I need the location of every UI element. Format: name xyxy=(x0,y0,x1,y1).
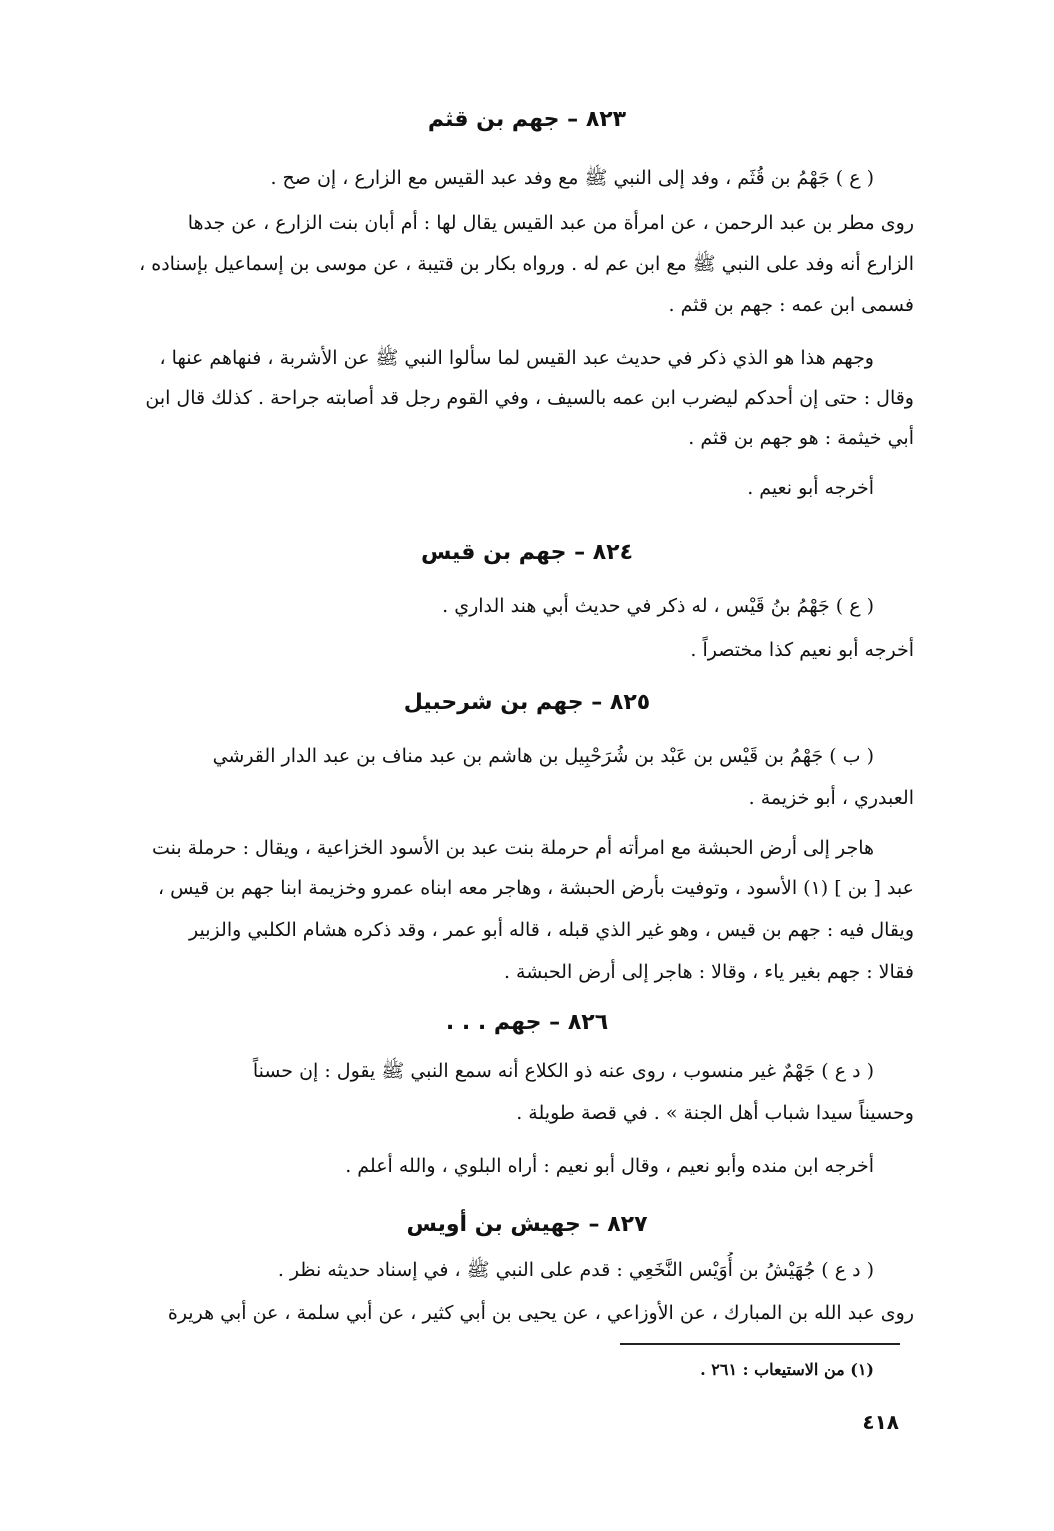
footnote: (١) من الاستيعاب : ٢٦١ . xyxy=(700,1360,874,1379)
text-line: عبد [ بن ] (١) الأسود ، وتوفيت بأرض الحبشة ، وهاجر معه ابناه عمرو وخزيمة ابنا جهم بن قيس ، xyxy=(157,877,914,899)
text-line: وحسيناً سيدا شباب أهل الجنة » . في قصة طويلة . xyxy=(516,1102,914,1124)
text-line: أخرجه ابن منده وأبو نعيم ، وقال أبو نعيم : أراه البلوي ، والله أعلم . xyxy=(345,1155,874,1177)
text-line: ( د ع ) جَهْمٌ غير منسوب ، روى عنه ذو الكلاع أنه سمع النبي ﷺ يقول : إن حسناً xyxy=(252,1060,874,1082)
text-line: ( ع ) جَهْمُ بنُ قَيْس ، له ذكر في حديث أبي هند الداري . xyxy=(442,595,874,617)
text-line: ( ب ) جَهْمُ بن قَيْس بن عَبْد بن شُرَحْبِيل بن هاشم بن عبد مناف بن عبد الدار القرشي xyxy=(212,745,874,767)
text-line: العبدري ، أبو خزيمة . xyxy=(748,787,914,809)
entry-title-827: ٨٢٧ – جهيش بن أويس xyxy=(406,1212,648,1237)
entry-title-823: ٨٢٣ – جهم بن قثم xyxy=(427,107,627,132)
footnote-divider xyxy=(620,1343,900,1345)
text-line: هاجر إلى أرض الحبشة مع امرأته أم حرملة بنت عبد بن الأسود الخزاعية ، ويقال : حرملة بنت xyxy=(151,837,874,859)
entry-title-825: ٨٢٥ – جهم بن شرحبيل xyxy=(403,690,651,715)
text-line: فسمى ابن عمه : جهم بن قثم . xyxy=(668,294,914,316)
text-line: أخرجه أبو نعيم . xyxy=(747,477,874,499)
text-line: أبي خيثمة : هو جهم بن قثم . xyxy=(688,427,914,449)
entry-title-824: ٨٢٤ – جهم بن قيس xyxy=(420,540,634,565)
text-line: الزارع أنه وفد على النبي ﷺ مع ابن عم له . ورواه بكار بن قتيبة ، عن موسى بن إسماعيل بإسناده ، xyxy=(139,253,914,275)
text-line: ( د ع ) جُهَيْشُ بن أُوَيْس النَّخَعِي : قدم على النبي ﷺ ، في إسناد حديثه نظر . xyxy=(277,1259,874,1281)
text-line: روى مطر بن عبد الرحمن ، عن امرأة من عبد القيس يقال لها : أم أبان بنت الزارع ، عن جدها xyxy=(187,212,914,234)
text-line: وجهم هذا هو الذي ذكر في حديث عبد القيس لما سألوا النبي ﷺ عن الأشربة ، فنهاهم عنها ، xyxy=(159,347,874,369)
text-line: روى عبد الله بن المبارك ، عن الأوزاعي ، عن يحيى بن أبي كثير ، عن أبي سلمة ، عن أبي هريرة xyxy=(167,1302,914,1324)
text-line: ويقال فيه : جهم بن قيس ، وهو غير الذي قبله ، قاله أبو عمر ، وقد ذكره هشام الكلبي والزبير xyxy=(189,919,914,941)
text-line: فقالا : جهم بغير ياء ، وقالا : هاجر إلى أرض الحبشة . xyxy=(503,961,914,983)
text-line: وقال : حتى إن أحدكم ليضرب ابن عمه بالسيف ، وفي القوم رجل قد أصابته جراحة . كذلك قال ابن xyxy=(145,387,914,409)
text-line: ( ع ) جَهْمُ بن قُثَم ، وفد إلى النبي ﷺ مع وفد عبد القيس مع الزارع ، إن صح . xyxy=(270,167,874,189)
page-number: ٤١٨ xyxy=(862,1410,899,1434)
entry-title-826: ٨٢٦ – جهم . . . xyxy=(445,1010,609,1035)
text-line: أخرجه أبو نعيم كذا مختصراً . xyxy=(690,639,914,661)
